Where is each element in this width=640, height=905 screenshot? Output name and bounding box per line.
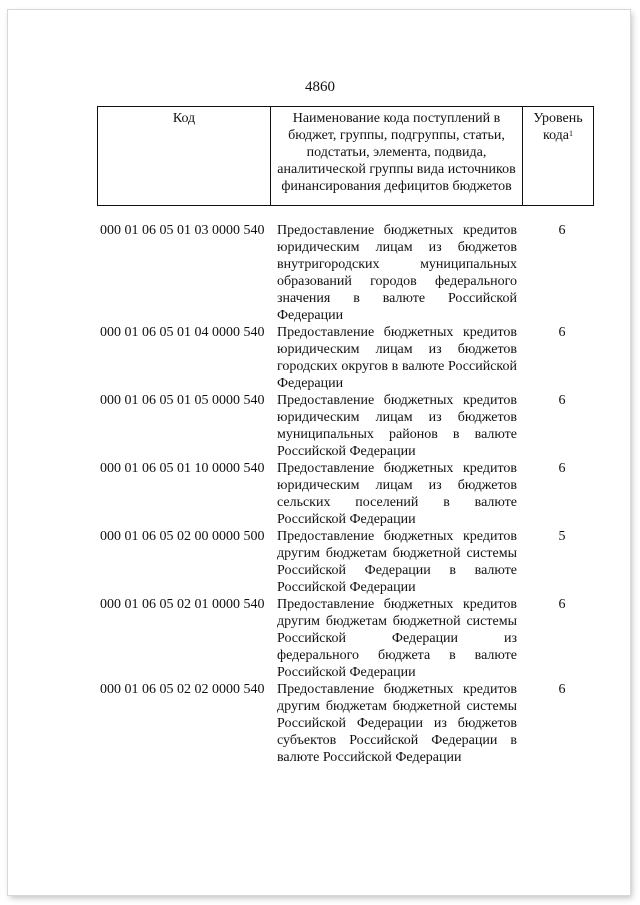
row-code: 000 01 06 05 01 04 0000 540 [100,325,265,340]
header-code: Код [98,107,271,205]
row-name: Предоставление бюджетных кредитов юридическим лицам из бюджетов внутригородских муниципальных образований городов федерального значения в валюте Российской Федерации [277,223,517,323]
table-row [97,324,597,392]
table-row [97,528,597,596]
table-body [97,222,597,766]
header-level [523,107,593,205]
row-level: 6 [558,325,566,340]
table-row [97,460,597,528]
table-header [97,106,594,206]
header-level-label: Уровень кода [533,111,583,143]
row-level: 5 [558,529,566,544]
table-row [97,681,597,766]
table-row [97,392,597,460]
row-name: Предоставление бюджетных кредитов другим бюджетам бюджетной системы Российской Федерации из бюджетов субъектов Российской Федерации в валюте Российской Федерации [277,682,517,765]
table-row [97,596,597,681]
row-level: 6 [558,682,566,697]
row-code: 000 01 06 05 01 10 0000 540 [100,461,265,476]
row-code: 000 01 06 05 01 05 0000 540 [100,393,265,408]
row-name: Предоставление бюджетных кредитов юридическим лицам из бюджетов городских округов в валюте Российской Федерации [277,325,517,391]
page-number: 4860 [305,79,335,95]
row-name: Предоставление бюджетных кредитов юридическим лицам из бюджетов муниципальных районов в валюте Российской Федерации [277,393,517,459]
row-code: 000 01 06 05 02 02 0000 540 [100,682,265,697]
header-level-footnote: 1 [569,129,574,138]
table-row [97,222,597,324]
row-name: Предоставление бюджетных кредитов другим бюджетам бюджетной системы Российской Федерации из федерального бюджета в валюте Российской Федерации [277,597,517,680]
row-level: 6 [558,223,566,238]
row-code: 000 01 06 05 02 01 0000 540 [100,597,265,612]
row-name: Предоставление бюджетных кредитов другим бюджетам бюджетной системы Российской Федерации в валюте Российской Федерации [277,529,517,595]
header-name: Наименование кода поступлений в бюджет, группы, подгруппы, статьи, подстатьи, элемента, подвида, аналитической группы вида источников финансирования дефицитов бюджетов [271,107,523,205]
row-level: 6 [558,461,566,476]
row-code: 000 01 06 05 02 00 0000 500 [100,529,265,544]
row-level: 6 [558,393,566,408]
row-code: 000 01 06 05 01 03 0000 540 [100,223,265,238]
row-level: 6 [558,597,566,612]
row-name: Предоставление бюджетных кредитов юридическим лицам из бюджетов сельских поселений в валюте Российской Федерации [277,461,517,527]
